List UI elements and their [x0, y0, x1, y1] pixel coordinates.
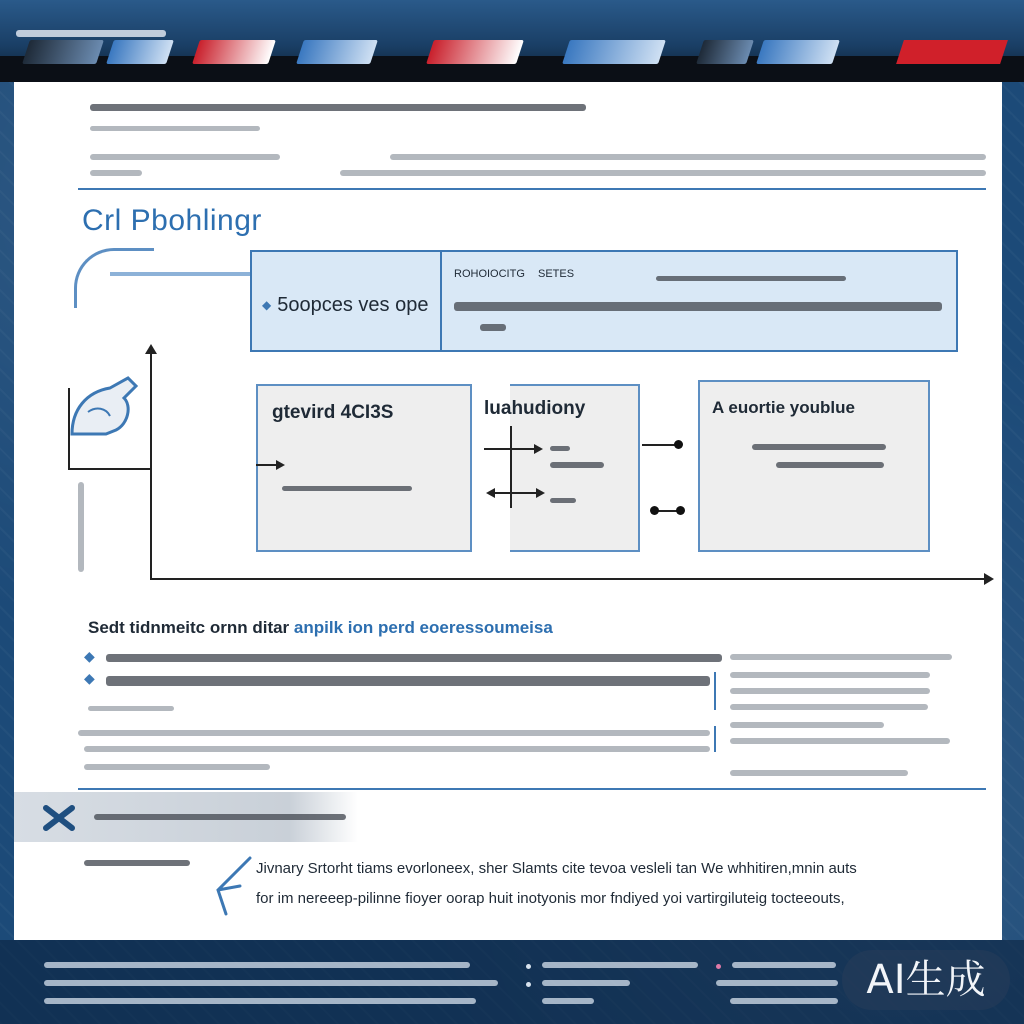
side-column-text	[730, 770, 908, 776]
diagram-x-axis	[150, 578, 988, 580]
banner-headline-right: SETES	[538, 268, 575, 280]
section-divider	[78, 788, 986, 790]
banner-thumbnail[interactable]	[426, 40, 524, 64]
footer-link[interactable]	[732, 962, 836, 968]
arrow-icon	[536, 488, 545, 498]
connector-dot	[674, 440, 683, 449]
intro-divider	[78, 188, 986, 190]
footer-link[interactable]	[716, 980, 838, 986]
diagram-box-c	[698, 380, 930, 552]
diamond-bullet-icon: ◆	[84, 648, 95, 664]
diagram-connector	[642, 444, 676, 446]
connector-dot	[650, 506, 659, 515]
diagram-y-axis	[150, 348, 152, 580]
banner-thumbnail[interactable]	[296, 40, 378, 64]
arrow-icon	[486, 488, 495, 498]
banner-description	[480, 324, 506, 331]
diagram-box-b-label	[550, 462, 604, 468]
banner-red-tab[interactable]	[896, 40, 1008, 64]
footer-bullet	[526, 964, 531, 969]
intro-text-line	[390, 154, 986, 160]
diagram-box-c-title: A euortie youblue	[712, 398, 855, 417]
banner-key-label: ◆ 5oopces ves ope	[262, 294, 428, 317]
lead-label	[84, 860, 190, 866]
banner-headline-left: ROHOIOCITG	[454, 268, 525, 280]
side-column-text	[730, 688, 930, 694]
column-divider	[714, 726, 716, 752]
footer-link[interactable]	[542, 998, 594, 1004]
banner-thumbnail[interactable]	[192, 40, 276, 64]
header-banner	[250, 250, 958, 352]
diagram-connector	[68, 468, 152, 470]
diagram-box-b-title: luahudiony	[484, 398, 586, 419]
diamond-bullet-icon: ◆	[84, 670, 95, 686]
diagram-connector	[510, 426, 512, 508]
lead-text-line-2: for im nereeep-pilinne fioyer oorap huit inotyonis mor fndiyed yoi vartirgiluteig tocteeouts,	[256, 890, 845, 907]
hand-icon	[66, 372, 154, 442]
diagram-box-c-text	[752, 444, 886, 450]
bullet-text	[106, 676, 710, 686]
banner-subline	[656, 276, 846, 281]
paragraph-line	[84, 764, 270, 770]
main-panel	[14, 82, 1002, 940]
banner-thumbnail[interactable]	[22, 40, 104, 64]
banner-thumbnail[interactable]	[562, 40, 666, 64]
footer-bullet	[526, 982, 531, 987]
ai-generated-watermark: AI生成	[842, 950, 1010, 1010]
footer-text	[44, 962, 470, 968]
footer-text	[44, 980, 498, 986]
paragraph-line	[78, 730, 710, 736]
diagram-y-label	[78, 482, 90, 572]
footer-link[interactable]	[542, 962, 698, 968]
column-divider	[714, 672, 716, 710]
diagram-y-axis-head	[145, 344, 157, 354]
bullet-text	[106, 654, 722, 662]
connector-dot	[676, 506, 685, 515]
footer-link[interactable]	[730, 998, 838, 1004]
side-column-text	[730, 722, 884, 728]
side-tab-label	[94, 814, 346, 820]
intro-text-line	[340, 170, 986, 176]
x-icon	[42, 804, 78, 832]
side-tab[interactable]	[14, 792, 358, 842]
note-label	[88, 706, 174, 711]
diagram-box-a-title: gtevird 4CI3S	[272, 402, 394, 423]
intro-text-line	[90, 126, 260, 131]
banner-thumbnail[interactable]	[106, 40, 174, 64]
side-column-text	[730, 672, 930, 678]
side-column-text	[730, 704, 928, 710]
diagram-connector	[68, 388, 70, 470]
lead-text-line-1: Jivnary Srtorht tiams evorloneex, sher Slamts cite tevoa vesleli tan We whhitiren,mnin auts	[256, 860, 857, 877]
arrow-icon	[534, 444, 543, 454]
footer-text	[44, 998, 476, 1004]
footer-link[interactable]	[542, 980, 630, 986]
diagram-arrow	[488, 492, 540, 494]
top-banner	[0, 0, 1024, 82]
intro-text-line	[90, 170, 142, 176]
diagram-box-b-label	[550, 498, 576, 503]
swoosh-icon	[74, 248, 154, 308]
pen-icon	[210, 856, 254, 916]
diagram-x-axis-head	[984, 573, 994, 585]
intro-text-block	[90, 104, 586, 111]
diagram-box-a	[256, 384, 472, 552]
paragraph-line	[84, 746, 710, 752]
intro-text-line	[90, 154, 280, 160]
diagram-box-c-text	[776, 462, 884, 468]
diagram-box-b-label	[550, 446, 570, 451]
banner-divider	[440, 252, 442, 350]
banner-thumbnail[interactable]	[696, 40, 754, 64]
side-column-text	[730, 738, 950, 744]
diagram-arrow	[484, 448, 538, 450]
section-title-blue: anpilk ion perd eoeressoumeisa	[293, 618, 553, 637]
section-title-dark: Sedt tidnmeitc ornn ditar	[88, 618, 290, 637]
side-column-text	[730, 654, 952, 660]
diagram-box-a-caption	[282, 486, 412, 491]
banner-description	[454, 302, 942, 311]
arrow-icon	[276, 460, 285, 470]
page-title: Crl Pbohlingr	[82, 204, 262, 237]
section-title	[88, 618, 553, 638]
footer-bullet	[716, 964, 721, 969]
banner-title-placeholder	[16, 30, 166, 37]
banner-thumbnail[interactable]	[756, 40, 840, 64]
